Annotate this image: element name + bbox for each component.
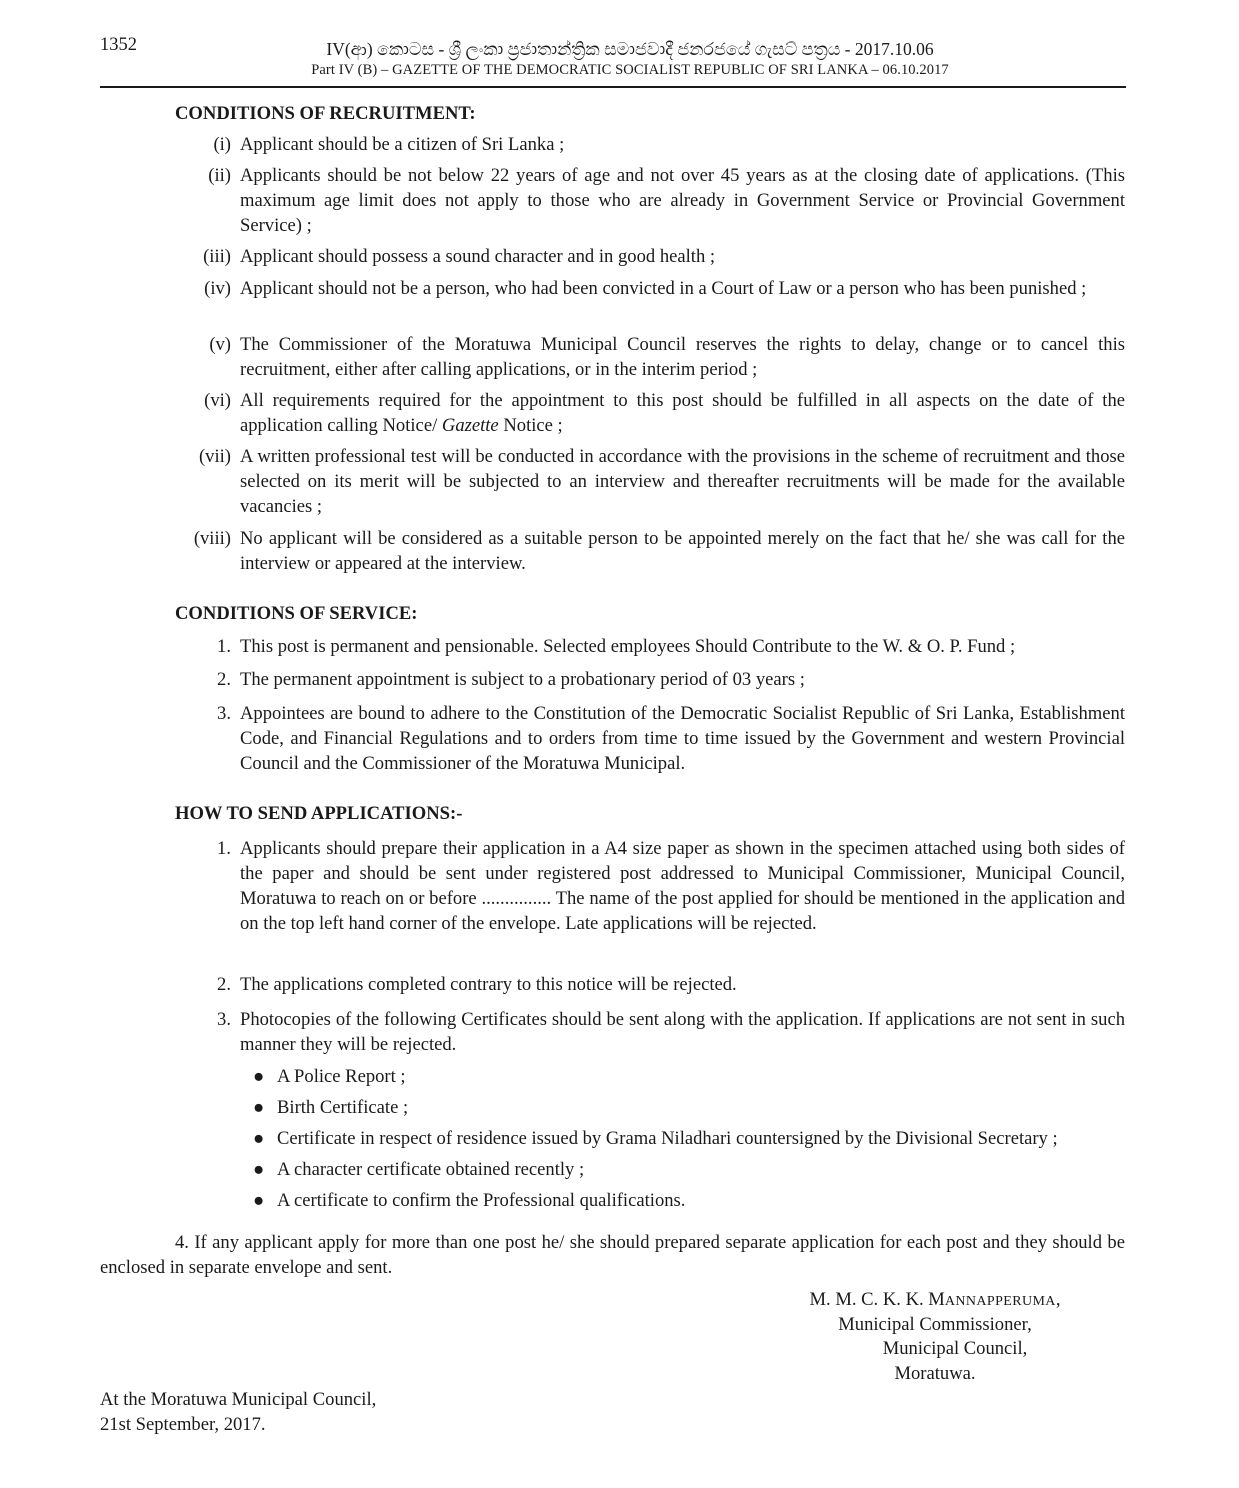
list-item: Applicants should be not below 22 years of age and not over 45 years as at the closing date of applications. (This maximum age limit does not apply to those who are already in Government Service or Provincial Government Service) ; [240,165,1125,236]
page-number: 1352 [100,35,137,55]
signatory-initials: M. M. C. K. K. M [809,1289,945,1310]
applications-heading: HOW TO SEND APPLICATIONS:- [175,803,463,824]
header-english-title: Part IV (B) – GAZETTE OF THE DEMOCRATIC SOCIALIST REPUBLIC OF SRI LANKA – 06.10.2017 [311,62,949,78]
list-item-number: 1. [217,636,231,657]
signatory-city: Moratuwa. [894,1363,976,1384]
list-item-number: (viii) [193,528,231,549]
list-item-text: All requirements required for the appointment to this post should be fulfilled in all aspects on the date of the application calling Notice/ [240,390,1125,436]
list-item: Applicant should possess a sound character and in good health ; [240,246,716,267]
bullet-icon: ● [253,1159,265,1180]
list-item: This post is permanent and pensionable. Selected employees Should Contribute to the W. & O. P. Fund ; [240,636,1016,657]
bullet-icon: ● [253,1097,265,1118]
list-item-number: (i) [213,134,231,155]
signatory-name [700,1287,1170,1314]
header-sinhala-title: IV(ආ) කොටස - ශ්‍රී ලංකා ප්‍රජාතාන්ත්‍රික සමාජවාදී ජනරජයේ ගැසට් පත්‍රය - 2017.10.06 [326,39,934,59]
bullet-item: Certificate in respect of residence issued by Grama Niladhari countersigned by the Divisional Secretary ; [277,1128,1058,1149]
signatory-title: Municipal Commissioner, [838,1314,1032,1335]
bullet-item: A character certificate obtained recently ; [277,1159,585,1180]
service-heading: CONDITIONS OF SERVICE: [175,603,418,624]
list-item: Applicant should be a citizen of Sri Lanka ; [240,134,565,155]
list-item: Photocopies of the following Certificates should be sent along with the application. If applications are not sent in such manner they will be rejected. [240,1009,1125,1055]
signatory-name-comma: , [1055,1289,1061,1310]
list-item: No applicant will be considered as a suitable person to be appointed merely on the fact that he/ she was call for the interview or appeared at the interview. [240,528,1125,574]
recruitment-heading: CONDITIONS OF RECRUITMENT: [175,103,476,124]
list-item: The Commissioner of the Moratuwa Municipal Council reserves the rights to delay, change or to cancel this recruitment, either after calling applications, or in the interim period ; [240,334,1125,380]
list-item-number: (vii) [198,446,231,467]
list-item-number: 2. [217,974,231,995]
list-item-number: 1. [217,838,231,859]
list-item-text-end: Notice ; [498,415,563,436]
issue-place: At the Moratuwa Municipal Council, [100,1389,377,1410]
bullet-icon: ● [253,1190,265,1211]
list-item-number: (ii) [208,165,231,186]
list-item-number: (v) [209,334,231,355]
list-item: Applicant should not be a person, who had been convicted in a Court of Law or a person who has been punished ; [240,278,1087,299]
list-item-number: 2. [217,669,231,690]
list-item: Applicants should prepare their application in a A4 size paper as shown in the specimen attached using both sides of the paper and should be sent under registered post addressed to Municipal Commissioner, Municipal Council, Moratuwa to reach on or before ............... The name of the post applied for should be mentioned in the application and on the top left hand corner of the envelope. Late applications will be rejected. [240,838,1125,934]
bullet-item: Birth Certificate ; [277,1097,409,1118]
list-item: The permanent appointment is subject to a probationary period of 03 years ; [240,669,805,690]
list-item: The applications completed contrary to this notice will be rejected. [240,974,737,995]
separate-application-paragraph: 4. If any applicant apply for more than one post he/ she should prepared separate application for each post and they should be enclosed in separate envelope and sent. [100,1232,1125,1278]
signatory-surname: ANNAPPERUMA [944,1294,1056,1309]
signatory-office: Municipal Council, [882,1338,1028,1359]
list-item-number: 3. [217,703,231,724]
bullet-item: A Police Report ; [277,1066,406,1087]
header-rule [100,86,1126,88]
list-item-number: 3. [217,1009,231,1030]
list-item-number: (vi) [204,390,231,411]
list-item-number: (iii) [203,246,231,267]
list-item-number: (iv) [204,278,231,299]
bullet-icon: ● [253,1066,265,1087]
gazette-word: Gazette [441,415,499,436]
issue-date: 21st September, 2017. [100,1414,266,1435]
list-item [240,388,1125,438]
list-item: Appointees are bound to adhere to the Constitution of the Democratic Socialist Republic of Sri Lanka, Establishment Code, and Financial Regulations and to orders from time to time issued by the Government and western Provincial Council and the Commissioner of the Moratuwa Municipal. [240,703,1125,774]
bullet-icon: ● [253,1128,265,1149]
list-item: A written professional test will be conducted in accordance with the provisions in the scheme of recruitment and those selected on its merit will be subjected to an interview and thereafter recruitments will be made for the available vacancies ; [240,446,1125,517]
bullet-item: A certificate to confirm the Professional qualifications. [277,1190,686,1211]
